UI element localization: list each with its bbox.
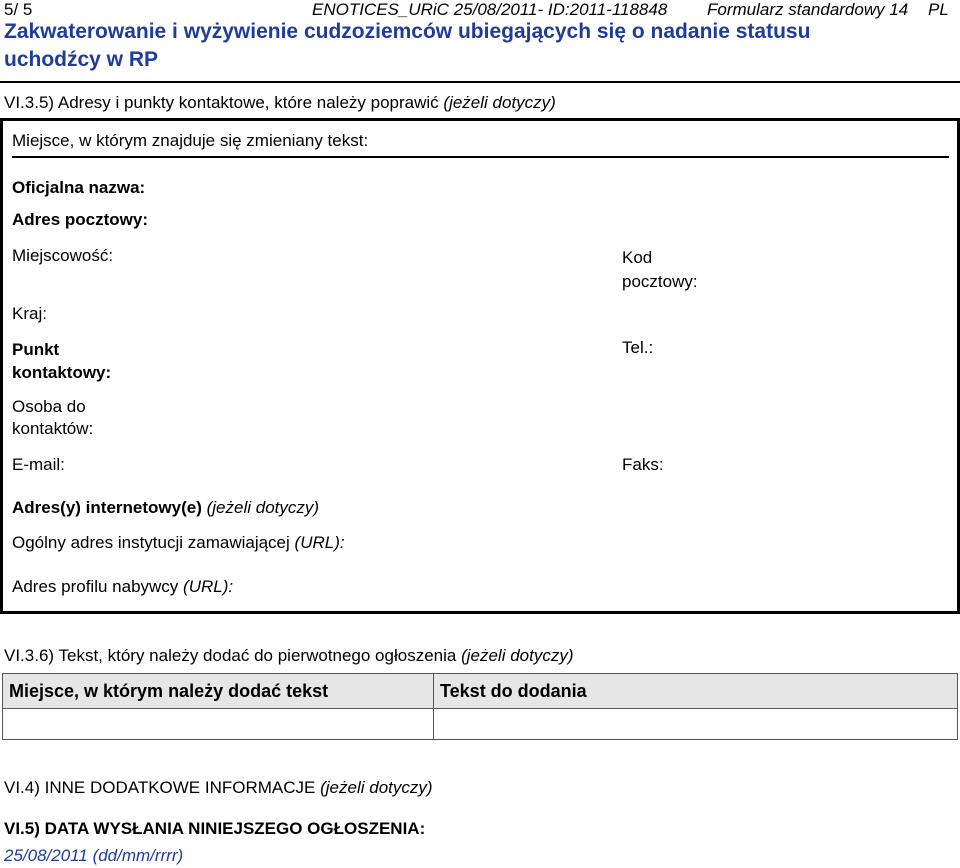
contact-person-label: Osoba do kontaktów: — [12, 397, 94, 438]
text-to-add-table — [2, 673, 958, 740]
section-heading-note: (jeżeli dotyczy) — [320, 778, 433, 797]
place-field-rule — [12, 156, 949, 158]
language-code: PL — [928, 0, 949, 19]
general-address-text: Ogólny adres instytucji zamawiającej — [12, 533, 290, 552]
fax-label: Faks: — [622, 455, 664, 474]
section-heading-text: VI.3.5) Adresy i punkty kontaktowe, które należy poprawić — [4, 93, 439, 112]
internet-addresses-title: Adres(y) internetowy(e) — [12, 498, 202, 517]
table-header-row — [3, 674, 958, 709]
section-vi-3-5-heading — [4, 93, 556, 113]
form-name: Formularz standardowy 14 — [707, 0, 909, 19]
page-number: 5/ 5 — [4, 0, 33, 19]
table-cell-text — [434, 709, 958, 740]
notice-id: ENOTICES_URiC 25/08/2011- ID:2011-118848 — [312, 0, 668, 19]
buyer-profile-text: Adres profilu nabywcy — [12, 577, 179, 596]
postal-code-label: Kod pocztowy: — [622, 248, 698, 291]
internet-addresses-heading — [12, 498, 319, 518]
dispatch-date-format: (dd/mm/rrrr) — [92, 846, 184, 865]
contact-point-label: Punkt kontaktowy: — [12, 340, 112, 382]
column-header-text: Tekst do dodania — [434, 674, 958, 709]
section-heading-note: (jeżeli dotyczy) — [443, 93, 556, 112]
postal-address-label: Adres pocztowy: — [12, 210, 149, 229]
buyer-profile-url-note: (URL): — [183, 577, 234, 596]
document-title-line2: uchodźcy w RP — [4, 48, 159, 71]
dispatch-date — [4, 846, 183, 866]
column-header-place: Miejsce, w którym należy dodać tekst — [3, 674, 434, 709]
phone-label: Tel.: — [622, 338, 654, 357]
internet-addresses-note: (jeżeli dotyczy) — [206, 498, 320, 517]
general-address-label — [12, 533, 345, 553]
email-label: E-mail: — [12, 455, 65, 474]
country-label: Kraj: — [12, 304, 47, 323]
document-title-line1: Zakwaterowanie i wyżywienie cudzoziemców ubiegających się o nadanie statusu — [4, 20, 811, 43]
table-cell-place — [3, 709, 434, 740]
header-rule — [0, 81, 960, 83]
section-vi-4-heading — [4, 778, 433, 798]
dispatch-date-value: 25/08/2011 — [4, 846, 88, 865]
buyer-profile-label — [12, 577, 233, 597]
general-address-url-note: (URL): — [294, 533, 345, 552]
official-name-label: Oficjalna nazwa: — [12, 178, 146, 197]
table-row — [3, 709, 958, 740]
section-heading-text: VI.4) INNE DODATKOWE INFORMACJE — [4, 778, 316, 797]
changed-text-place-label: Miejsce, w którym znajduje się zmieniany tekst: — [12, 131, 369, 150]
section-vi-5-heading: VI.5) DATA WYSŁANIA NINIEJSZEGO OGŁOSZENIA: — [4, 819, 426, 838]
section-vi-3-6-heading — [4, 646, 574, 666]
town-label: Miejscowość: — [12, 246, 114, 265]
section-heading-note: (jeżeli dotyczy) — [461, 646, 574, 665]
section-heading-text: VI.3.6) Tekst, który należy dodać do pierwotnego ogłoszenia — [4, 646, 457, 665]
